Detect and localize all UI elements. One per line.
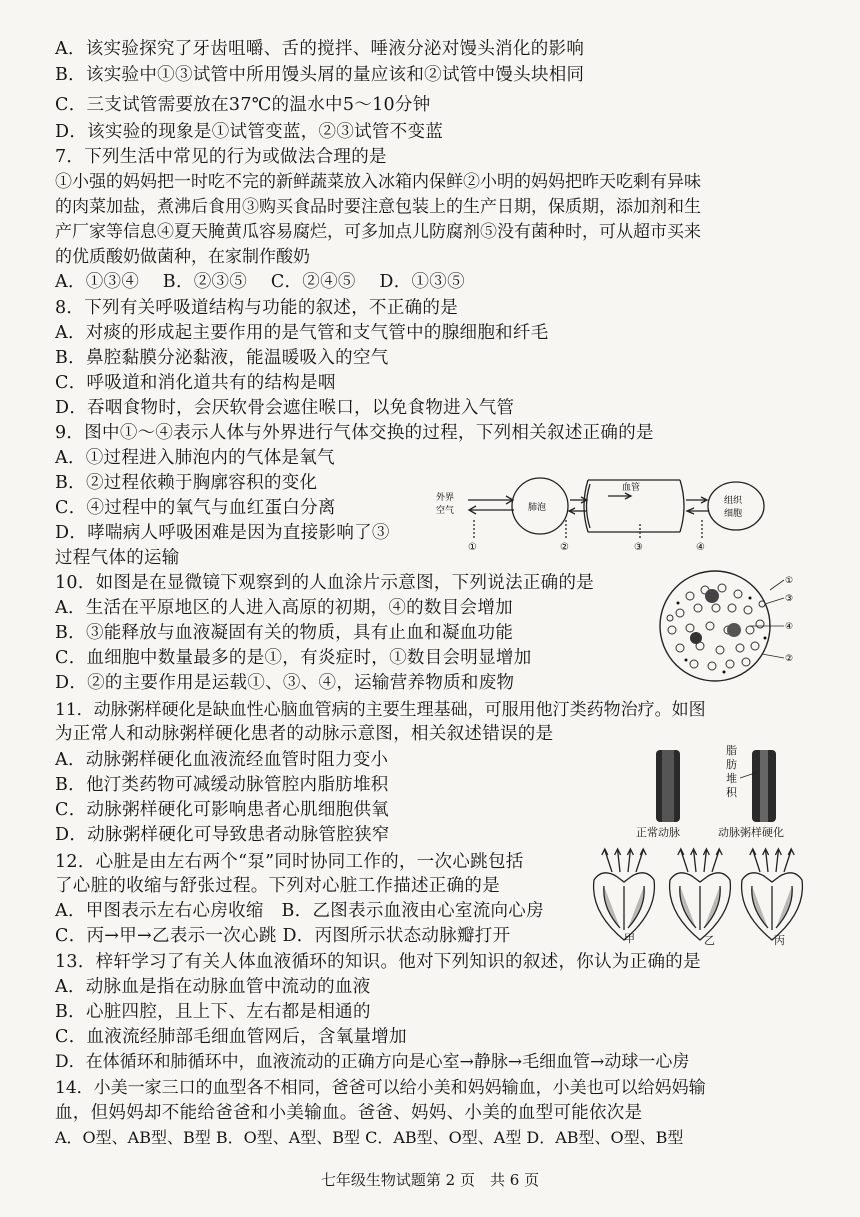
q8-stem: 8．下列有关呼吸道结构与功能的叙述，不正确的是	[55, 298, 459, 318]
q12-option-cd: C．丙→甲→乙表示一次心跳 D．丙图所示状态动脉瓣打开	[55, 926, 511, 946]
tissue-label: 组织	[724, 496, 743, 506]
q10-option-b: B．③能释放与血液凝固有关的物质，具有止血和凝血功能	[55, 623, 514, 643]
q6-option-b: B．该实验中①③试管中所用馒头屑的量应该和②试管中馒头块相同	[55, 65, 585, 85]
smear-mark-3: ③	[785, 594, 794, 604]
q10-option-d: D．②的主要作用是运载①、③、④，运输营养物质和废物	[55, 673, 515, 693]
mark-4: ④	[696, 542, 705, 553]
outside-air-label: 外界	[436, 493, 455, 503]
blood-smear-figure	[650, 568, 800, 688]
fat-label: 脂 肪 堆 积	[726, 744, 737, 799]
q9-option-b: B．②过程依赖于胸廓容积的变化	[55, 473, 318, 493]
vessel-label: 血管	[622, 483, 641, 493]
q11-option-b: B．他汀类药物可减缓动脉管腔内脂肪堆积	[55, 775, 389, 795]
q10-stem: 10．如图是在显微镜下观察到的人血涂片示意图，下列说法正确的是	[55, 573, 595, 593]
gas-exchange-diagram	[430, 462, 770, 557]
q11-option-c: C．动脉粥样硬化可影响患者心肌细胞供氧	[55, 800, 390, 820]
heart-yi-sketch	[670, 849, 731, 940]
q7-options: A．①③④ B．②③⑤ C．②④⑤ D．①③⑤	[55, 272, 465, 292]
heart-bing-sketch	[742, 849, 803, 940]
q13-option-b: B．心脏四腔，且上下、左右都是相通的	[55, 1002, 371, 1022]
tissue-label: 细胞	[724, 509, 743, 519]
q7-body-line: 产厂家等信息④夏天腌黄瓜容易腐烂，可多加点儿防腐剂⑤没有菌种时，可从超市买来	[55, 222, 701, 242]
q7-body-line: 的肉菜加盐，煮沸后食用③购买食品时要注意包装上的生产日期，保质期，添加剂和生	[55, 197, 701, 217]
q11-option-a: A．动脉粥样硬化血液流经血管时阻力变小	[55, 750, 389, 770]
q7-body-line: ①小强的妈妈把一时吃不完的新鲜蔬菜放入冰箱内保鲜②小明的妈妈把昨天吃剩有异味	[55, 172, 701, 192]
q6-option-d: D．该实验的现象是①试管变蓝，②③试管不变蓝	[55, 122, 444, 142]
heart-label-yi: 乙	[704, 934, 715, 947]
q13-option-c: C．血液流经肺部毛细血管网后，含氧量增加	[55, 1027, 407, 1047]
q13-option-d: D．在体循环和肺循环中，血液流动的正确方向是心室→静脉→毛细血管→动球一心房	[55, 1052, 690, 1072]
q6-option-c: C．三支试管需要放在37℃的温水中5～10分钟	[55, 95, 431, 115]
q12-stem-cont: 了心脏的收缩与舒张过程。下列对心脏工作描述正确的是	[55, 876, 500, 896]
sclerosis-artery-label: 动脉粥样硬化	[718, 826, 784, 839]
q9-option-d-cont: 过程气体的运输	[55, 548, 180, 568]
q7-stem: 7．下列生活中常见的行为或做法合理的是	[55, 147, 387, 167]
q13-stem: 13．梓轩学习了有关人体血液循环的知识。他对下列知识的叙述，你认为正确的是	[55, 952, 701, 972]
q8-option-d: D．吞咽食物时，会厌软骨会遮住喉口，以免食物进入气管	[55, 398, 515, 418]
smear-mark-1: ①	[785, 576, 794, 586]
mark-2: ②	[560, 542, 569, 553]
mark-3: ③	[634, 542, 643, 553]
heart-jia-sketch	[594, 849, 655, 940]
q8-option-b: B．鼻腔黏膜分泌黏液，能温暖吸入的空气	[55, 348, 389, 368]
q12-stem: 12．心脏是由左右两个“泵”同时协同工作的，一次心跳包括	[55, 852, 524, 872]
q9-stem: 9．图中①～④表示人体与外界进行气体交换的过程，下列相关叙述正确的是	[55, 423, 654, 443]
q10-option-c: C．血细胞中数量最多的是①，有炎症时，①数目会明显增加	[55, 648, 532, 668]
q9-option-c: C．④过程中的氧气与血红蛋白分离	[55, 498, 336, 518]
normal-artery-label: 正常动脉	[636, 826, 680, 839]
smear-mark-4: ④	[785, 622, 794, 632]
heart-label-jia: 甲	[624, 932, 635, 945]
q11-stem: 11．动脉粥样硬化是缺血性心脑血管病的主要生理基础，可服用他汀类药物治疗。如图	[55, 700, 706, 720]
q13-option-a: A．动脉血是指在动脉血管中流动的血液	[55, 977, 371, 997]
q11-stem-cont: 为正常人和动脉粥样硬化患者的动脉示意图，相关叙述错误的是	[55, 724, 554, 744]
page-footer: 七年级生物试题第 2 页 共 6 页	[320, 1171, 540, 1189]
q9-option-d: D．哮喘病人呼吸困难是因为直接影响了③	[55, 523, 390, 543]
q11-option-d: D．动脉粥样硬化可导致患者动脉管腔狭窄	[55, 825, 390, 845]
q14-stem: 14．小美一家三口的血型各不相同，爸爸可以给小美和妈妈输血，小美也可以给妈妈输	[55, 1078, 706, 1098]
q12-option-ab: A．甲图表示左右心房收缩 B．乙图表示血液由心室流向心房	[55, 901, 544, 921]
outside-air-label: 空气	[436, 506, 455, 516]
heart-label-bing: 丙	[774, 934, 785, 947]
q6-option-a: A．该实验探究了牙齿咀嚼、舌的搅拌、唾液分泌对馒头消化的影响	[55, 39, 585, 59]
alveolus-label: 肺泡	[528, 503, 547, 513]
q8-option-a: A．对痰的形成起主要作用的是气管和支气管中的腺细胞和纤毛	[55, 323, 549, 343]
q14-options: A．O型、AB型、B型 B．O型、A型、B型 C．AB型、O型、A型 D．AB型、O型、B型	[55, 1128, 684, 1147]
q7-body-line: 的优质酸奶做菌种，在家制作酸奶	[55, 247, 310, 267]
q10-option-a: A．生活在平原地区的人进入高原的初期，④的数目会增加	[55, 598, 513, 618]
mark-1: ①	[468, 542, 477, 553]
q14-stem-cont: 血，但妈妈却不能给爸爸和小美输血。爸爸、妈妈、小美的血型可能依次是	[55, 1103, 643, 1123]
q8-option-c: C．呼吸道和消化道共有的结构是咽	[55, 373, 336, 393]
smear-mark-2: ②	[785, 654, 794, 664]
q9-option-a: A．①过程进入肺泡内的气体是氧气	[55, 448, 335, 468]
